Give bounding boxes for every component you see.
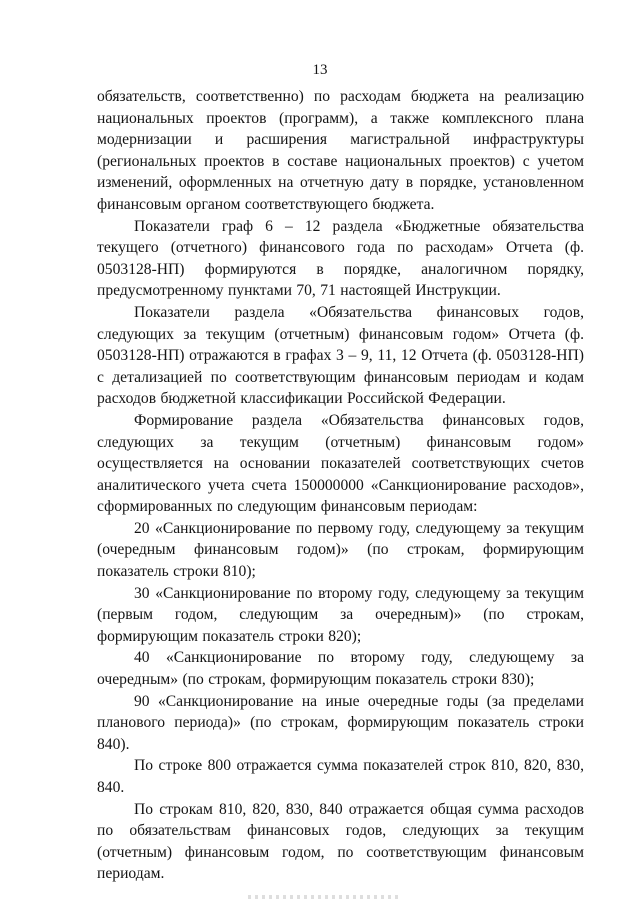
paragraph-line-800: По строке 800 отражается сумма показателей строк 810, 820, 830, 840. (97, 757, 584, 796)
document-body (97, 86, 584, 885)
list-item-period-30: 30 «Санкционирование по второму году, следующему за текущим (первым годом, следующим за очередным)» (по строкам, формирующим показатель строки 820); (97, 584, 584, 645)
list-item-period-90: 90 «Санкционирование на иные очередные годы (за пределами планового периода)» (по строкам, формирующим показатель строки 840). (97, 692, 584, 753)
page-number: 13 (312, 62, 328, 78)
scan-artifact (248, 895, 398, 899)
paragraph-continuation: обязательств, соответственно) по расходам бюджета на реализацию национальных проектов (программ), а также комплексного плана модернизации и расширения магистральной инфраструктуры (региональных проектов в составе национальных проектов) с учетом изменений, оформленных на отчетную дату в порядке, установленном финансовым органом соответствующего бюджета. (97, 88, 584, 213)
list-item-period-20: 20 «Санкционирование по первому году, следующему за текущим (очередным финансовым годом)» (по строкам, формирующим показатель строки 810); (97, 519, 584, 581)
paragraph-graph-6-12: Показатели граф 6 – 12 раздела «Бюджетные обязательства текущего (отчетного) финансового года по расходам» Отчета (ф. 0503128-НП) формируются в порядке, аналогичном порядку, предусмотренному пунктами 70, 71 настоящей Инструкции. (97, 217, 584, 300)
paragraph-lines-810-840: По строкам 810, 820, 830, 840 отражается общая сумма расходов по обязательствам финансовых годов, следующих за текущим (отчетным) финансовым годом, по соответствующим финансовым периодам. (97, 800, 584, 883)
paragraph-section-indicators: Показатели раздела «Обязательства финансовых годов, следующих за текущим (отчетным) финансовым годом» Отчета (ф. 0503128-НП) отражаются в графах 3 – 9, 11, 12 Отчета (ф. 0503128-НП) с детализацией по соответствующим финансовым периодам и кодам расходов бюджетной классификации Российской Федерации. (97, 303, 584, 408)
list-item-period-40: 40 «Санкционирование по второму году, следующему за очередным» (по строкам, формирующим показатель строки 830); (97, 649, 584, 689)
paragraph-section-formation: Формирование раздела «Обязательства финансовых годов, следующих за текущим (отчетным) финансовым годом» осуществляется на основании показателей соответствующих счетов аналитического учета счета 150000000 «Санкционирование расходов», сформированных по следующим финансовым периодам: (97, 411, 584, 516)
